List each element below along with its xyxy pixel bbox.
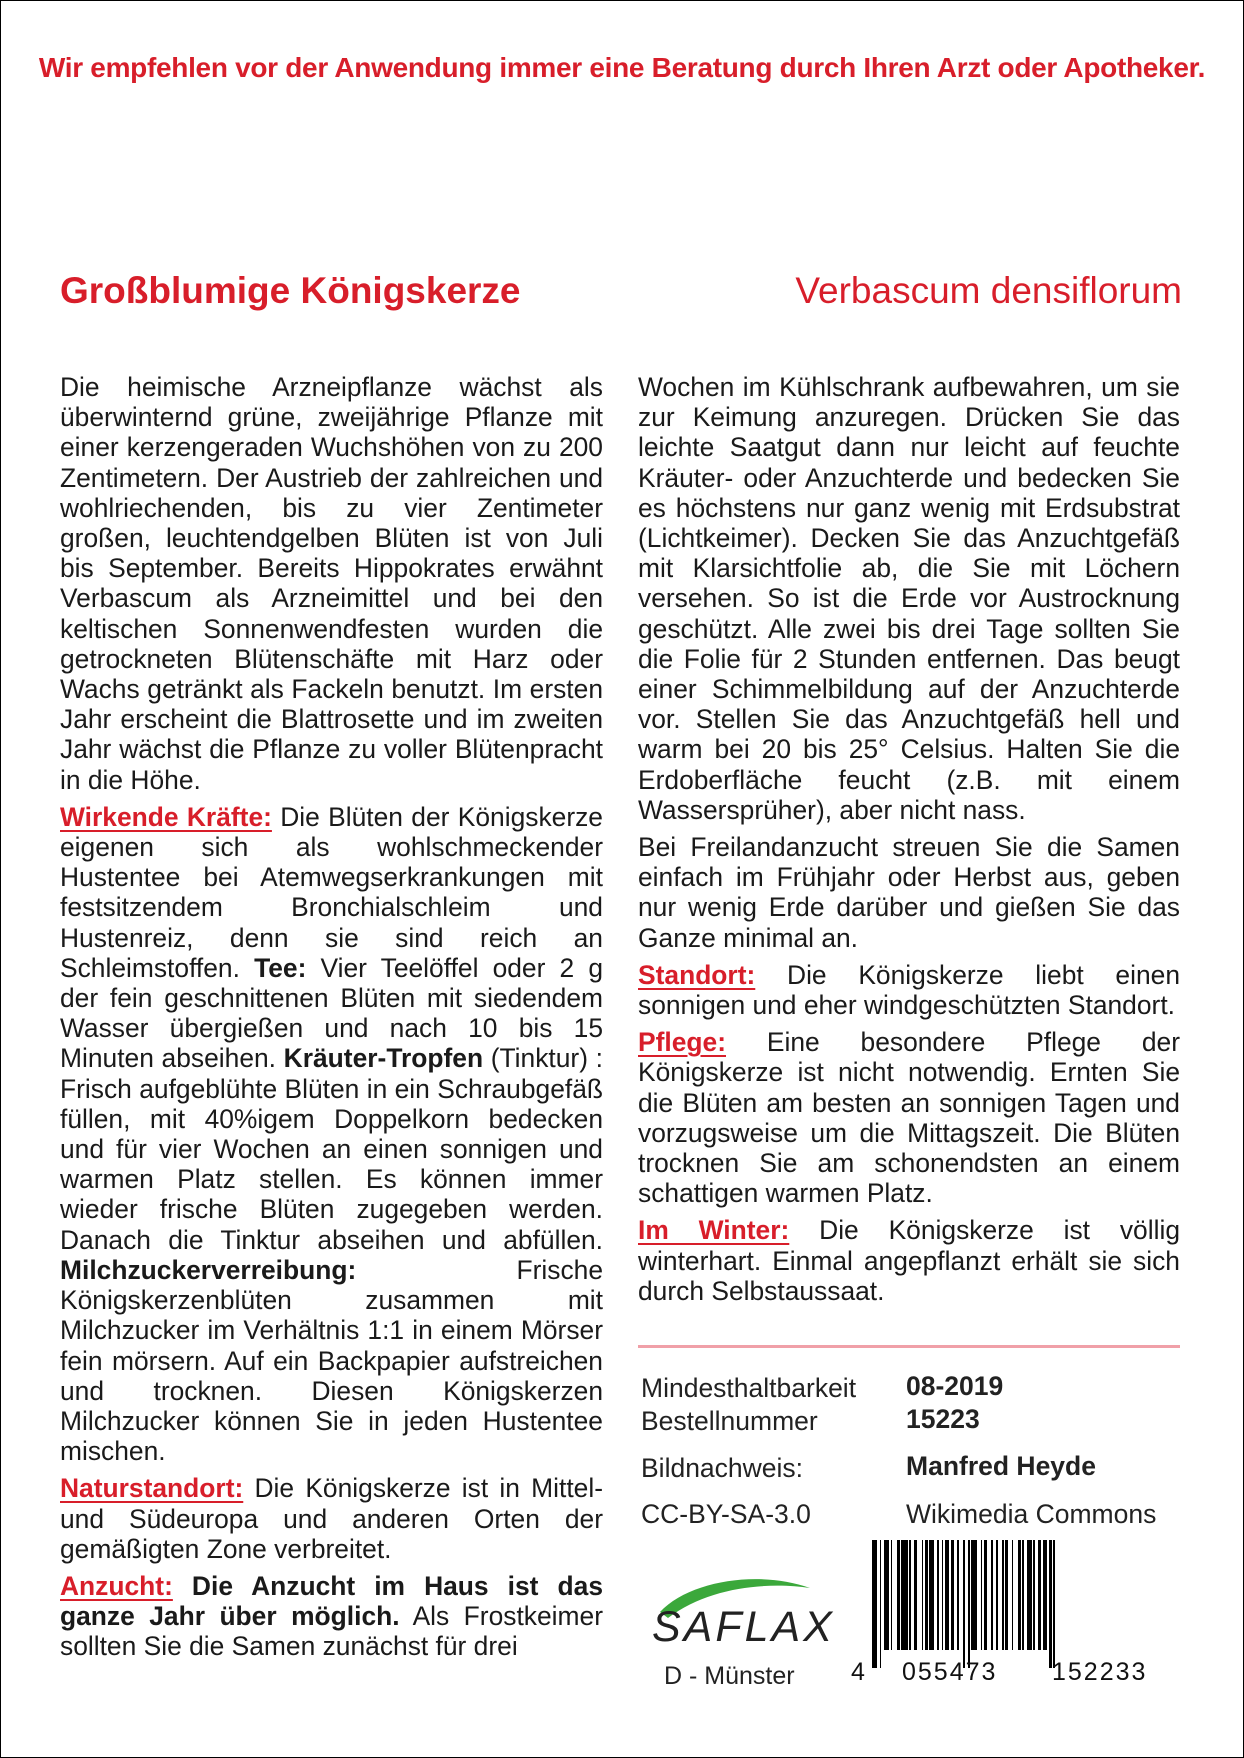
license-label: CC-BY-SA-3.0 [641, 1499, 811, 1529]
mhd-value: 08-2019 [906, 1371, 1004, 1401]
naturstandort-heading: Naturstandort: [60, 1473, 244, 1504]
wirkende-text-1: Die Blüten der Königskerze eigenen sich als wohlschmeckender Hustentee bei Atemwegserkrankungen mit festsitzendem Bronchialschleim und Hustenreiz, denn sie sind reich an Schleimstoffen. [60, 801, 603, 983]
barcode-bar [1002, 1540, 1004, 1650]
pflege-text: Eine besondere Pflege der Königskerze ist nicht notwendig. Ernten Sie die Blüten am besten an sonnigen Tagen und vorzugsweise um die Mittagszeit. Die Blüten trocknen Sie am schonendsten an einem schattigen warmen Platz. [638, 1027, 1180, 1209]
text-column-left [60, 372, 603, 1669]
barcode-bar [929, 1540, 934, 1650]
intro-paragraph: Die heimische Arzneipflanze wächst als überwinternd grüne, zweijährige Pflanze mit einer kerzengeraden Wuchshöhen von zu 200 Zentimetern. Der Austrieb der zahlreichen und wohlriechenden, bis zu vier Zentimeter großen, leuchtendgelben Blüten ist von Juli bis September. Bereits Hippokrates erwähnt Verbascum als Arzneimittel und bei den keltischen Sonnenwendfesten wurden die getrockneten Blütenschäfte mit Harz oder Wachs getränkt als Fackeln benutzt. Im ersten Jahr erscheint die Blattrosette und im zweiten Jahr wächst die Pflanze zu voller Blütenpracht in die Höhe. [60, 372, 603, 795]
wirkende-text-3: (Tinktur) : Frisch aufgeblühte Blüten in ein Schraubgefäß füllen, mit 40%igem Doppelkorn bedecken und für vier Wochen an einen sonnigen und warmen Platz stellen. Es können immer wieder frische Blüten zugegeben werden. Danach die Tinktur abseihen und abfüllen. [60, 1043, 603, 1255]
wirkende-text-2: Vier Teelöffel oder 2 g der fein geschnittenen Blüten mit siedendem Wasser übergießen und nach 10 bis 15 Minuten abseihen. [60, 952, 603, 1074]
barcode-bar [914, 1540, 917, 1650]
bildnachweis-value: Manfred Heyde [906, 1451, 1096, 1481]
standort-heading: Standort: [638, 959, 756, 990]
logo-city: D - Münster [664, 1662, 795, 1690]
bildnachweis-label: Bildnachweis: [641, 1453, 804, 1483]
mhd-label: Mindesthaltbarkeit [641, 1373, 857, 1403]
saflax-logo-text: SAFLAX [652, 1603, 835, 1651]
barcode-bar [968, 1540, 970, 1668]
barcode-first-digit: 4 [851, 1658, 865, 1686]
text-column-right [638, 372, 1180, 1313]
barcode-bar [991, 1540, 993, 1650]
section-divider [638, 1345, 1180, 1348]
barcode-bar [981, 1540, 983, 1650]
barcode-bar [984, 1540, 987, 1650]
barcode-bar [880, 1540, 882, 1668]
bestellnummer-label: Bestellnummer [641, 1406, 818, 1436]
barcode-bar [1018, 1540, 1021, 1650]
milchzucker-label: Milchzuckerverreibung: [60, 1254, 357, 1285]
barcode-bar [1012, 1540, 1014, 1650]
barcode-bar [1005, 1540, 1008, 1650]
barcode-bar [951, 1540, 954, 1650]
barcode-bar [945, 1540, 950, 1650]
standort-paragraph [638, 960, 1180, 1020]
barcode-group-2: 152233 [1052, 1658, 1148, 1686]
barcode-bar [971, 1540, 977, 1650]
anzucht-heading: Anzucht: [60, 1570, 173, 1601]
barcode-bar [897, 1540, 900, 1650]
barcode-bar [937, 1540, 939, 1650]
winter-paragraph [638, 1215, 1180, 1306]
barcode-bar [942, 1540, 944, 1650]
wirkende-kraefte-paragraph [60, 802, 603, 1466]
bestellnummer-value: 15223 [906, 1404, 980, 1434]
tee-label: Tee: [254, 952, 307, 983]
wirkende-text-4: Frische Königskerzenblüten zusammen mit Milchzucker im Verhältnis 1:1 in einem Mörser fein mörsern. Auf ein Backpapier aufstreichen und trocknen. Diesen Königskerzen Milchzucker können Sie in jeden Hustentee mischen. [60, 1254, 603, 1467]
anzucht-text: Als Frostkeimer sollten Sie die Samen zunächst für drei [60, 1601, 603, 1662]
naturstandort-text: Die Königskerze ist in Mittel- und Südeuropa und anderen Orten der gemäßigten Zone verbreitet. [60, 1473, 603, 1564]
barcode-bar [1027, 1540, 1032, 1650]
winter-text: Die Königskerze ist völlig winterhart. Einmal angepflanzt erhält sie sich durch Selbstaussaat. [638, 1215, 1180, 1306]
barcode-bar [1033, 1540, 1035, 1650]
wirkende-kraefte-heading: Wirkende Kräfte: [60, 801, 272, 832]
license-value: Wikimedia Commons [906, 1499, 1157, 1529]
barcode-bar [884, 1540, 889, 1650]
barcode-bar [1053, 1540, 1055, 1668]
anzucht-continued-paragraph: Wochen im Kühlschrank aufbewahren, um sie zur Keimung anzuregen. Drücken Sie das leichte Saatgut dann nur leicht auf feuchte Kräuter- oder Anzuchterde und bedecken Sie es höchstens nur ganz wenig mit Erdsubstrat (Lichtkeimer). Decken Sie das Anzuchtgefäß mit Klarsichtfolie ab, die Sie mit Löchern versehen. So ist die Erde vor Austrocknung geschützt. Alle zwei bis drei Tage sollten Sie die Folie für 2 Stunden entfernen. Das beugt einer Schimmelbildung auf der Anzuchterde vor. Stellen Sie das Anzuchtgefäß hell und warm bei 20 bis 25° Celsius. Halten Sie die Erdoberfläche feucht (z.B. mit einem Wassersprüher), aber nicht nass. [638, 372, 1180, 825]
barcode-bar [1022, 1540, 1024, 1650]
naturstandort-paragraph [60, 1473, 603, 1564]
barcode-bar [922, 1540, 924, 1650]
freiland-paragraph: Bei Freilandanzucht streuen Sie die Samen einfach im Frühjahr oder Herbst aus, geben nur wenig Erde darüber und gießen Sie das Ganze minimal an. [638, 832, 1180, 953]
tropfen-label: Kräuter-Tropfen [283, 1043, 484, 1074]
winter-heading: Im Winter: [638, 1215, 790, 1246]
anzucht-bold-text: Die Anzucht im Haus ist das ganze Jahr über möglich. [60, 1570, 603, 1632]
anzucht-paragraph [60, 1571, 603, 1662]
title-german: Großblumige Königskerze [60, 270, 521, 311]
barcode-group-1: 055473 [902, 1658, 998, 1686]
barcode-bar [925, 1540, 928, 1650]
standort-text: Die Königskerze liebt einen sonnigen und eher windgeschützten Standort. [638, 959, 1180, 1021]
barcode-bar [909, 1540, 911, 1650]
barcode-bar [1049, 1540, 1052, 1668]
barcode-bar [963, 1540, 965, 1668]
barcode-bar [1043, 1540, 1048, 1650]
title-latin: Verbascum densiflorum [795, 270, 1182, 311]
barcode-bar [957, 1540, 959, 1650]
barcode-bar [1038, 1540, 1041, 1650]
barcode-bar [891, 1540, 893, 1650]
pflege-heading: Pflege: [638, 1027, 726, 1058]
barcode-bar [901, 1540, 907, 1650]
pflege-paragraph [638, 1027, 1180, 1208]
warning-notice: Wir empfehlen vor der Anwendung immer eine Beratung durch Ihren Arzt oder Apotheker. [38, 52, 1206, 83]
barcode [872, 1540, 1180, 1650]
barcode-bar [872, 1540, 877, 1668]
barcode-bar [996, 1540, 998, 1650]
